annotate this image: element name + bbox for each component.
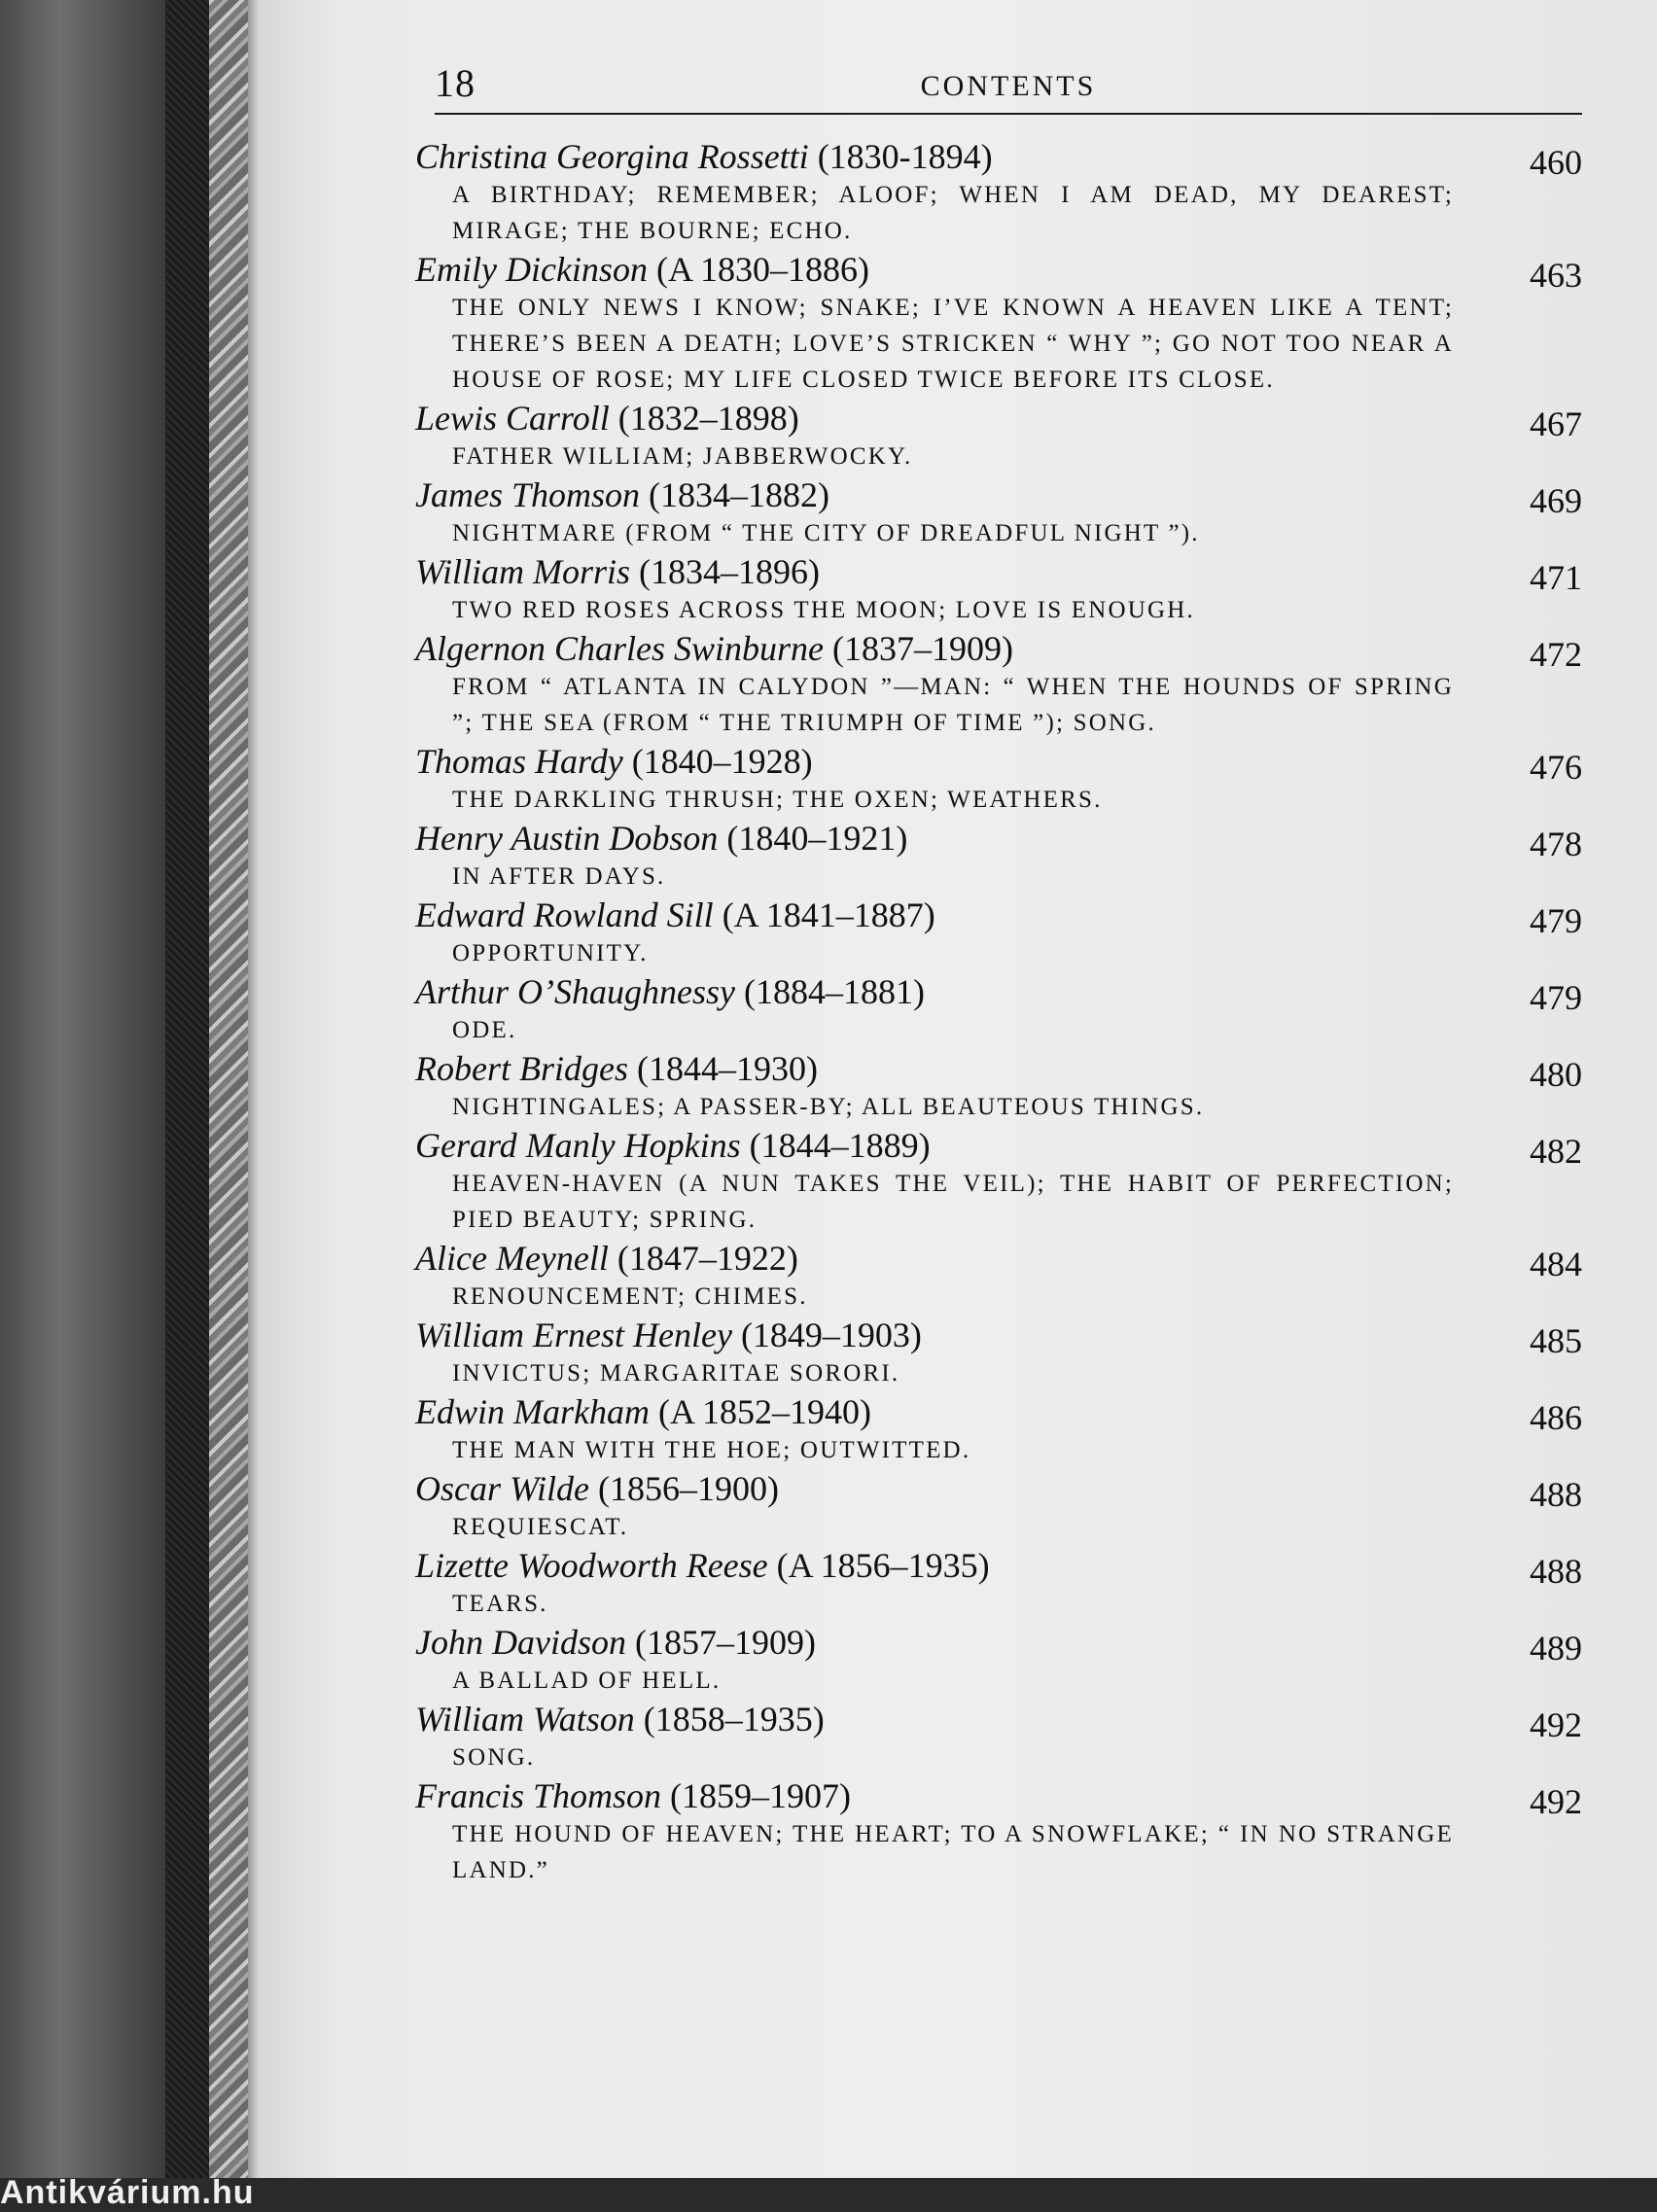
toc-entry (415, 474, 1582, 551)
author-name: William Watson (415, 1700, 635, 1738)
entry-page-number: 482 (1530, 1132, 1582, 1171)
poem-list: OPPORTUNITY. (452, 940, 649, 966)
poem-list: THE DARKLING THRUSH; THE OXEN; WEATHERS. (452, 787, 1103, 813)
author-name: Oscar Wilde (415, 1469, 589, 1508)
poem-list: RENOUNCEMENT; CHIMES. (452, 1283, 808, 1310)
toc-entry (415, 136, 1582, 249)
author-dates: (1832–1898) (617, 399, 799, 438)
author-line (415, 1048, 1446, 1089)
entry-page-number: 472 (1530, 635, 1582, 674)
author-line (415, 1125, 1446, 1166)
author-name: Lizette Woodworth Reese (415, 1546, 768, 1585)
entry-page-number: 485 (1530, 1321, 1582, 1360)
poem-list: INVICTUS; MARGARITAE SORORI. (452, 1360, 900, 1387)
toc-entry (415, 1545, 1582, 1622)
toc-entry (415, 1775, 1582, 1888)
author-line (415, 1315, 1446, 1355)
entry-page-number: 460 (1530, 143, 1582, 182)
poem-list: NIGHTINGALES; A PASSER-BY; ALL BEAUTEOUS THINGS. (452, 1094, 1205, 1120)
entry-page-number: 488 (1530, 1475, 1582, 1514)
author-dates: (1830-1894) (817, 137, 993, 176)
author-dates: (1844–1930) (636, 1049, 818, 1088)
poem-list: SONG. (452, 1744, 536, 1771)
page-number: 18 (435, 61, 476, 105)
poem-list: HEAVEN-HAVEN (A NUN TAKES THE VEIL); THE HABIT OF PERFECTION; PIED BEAUTY; SPRING. (452, 1171, 1454, 1233)
author-name: Christina Georgina Rossetti (415, 137, 809, 176)
table-of-contents (415, 136, 1582, 1888)
author-name: James Thomson (415, 475, 640, 514)
poem-list: IN AFTER DAYS. (452, 863, 666, 890)
toc-entry (415, 1699, 1582, 1775)
toc-entry (415, 1468, 1582, 1545)
poem-list: ODE. (452, 1017, 517, 1043)
author-dates: (1856–1900) (597, 1469, 779, 1508)
page-gutter (248, 0, 260, 2209)
toc-entry (415, 1315, 1582, 1391)
poem-list: THE HOUND OF HEAVEN; THE HEART; TO A SNOWFLAKE; “ IN NO STRANGE LAND.” (452, 1821, 1454, 1883)
poem-list: NIGHTMARE (FROM “ THE CITY OF DREADFUL NIGHT ”). (452, 520, 1200, 546)
author-line (415, 818, 1446, 859)
author-name: Gerard Manly Hopkins (415, 1126, 741, 1165)
entry-page-number: 478 (1530, 825, 1582, 863)
author-line (415, 1468, 1446, 1509)
author-name: William Ernest Henley (415, 1316, 732, 1354)
author-dates: (A 1830–1886) (655, 250, 869, 289)
author-line (415, 628, 1446, 669)
entry-page-number: 484 (1530, 1245, 1582, 1283)
entry-page-number: 492 (1530, 1782, 1582, 1821)
background-left (0, 0, 170, 2209)
toc-entry (415, 551, 1582, 628)
author-dates: (1884–1881) (743, 972, 925, 1011)
poem-list: A BIRTHDAY; REMEMBER; ALOOF; WHEN I AM DEAD, MY DEAREST; MIRAGE; THE BOURNE; ECHO. (452, 182, 1454, 244)
author-dates: (1847–1922) (617, 1239, 798, 1278)
author-line (415, 551, 1446, 592)
entry-page-number: 476 (1530, 748, 1582, 787)
entry-page-number: 486 (1530, 1398, 1582, 1437)
author-name: William Morris (415, 552, 631, 591)
book-page (260, 0, 1657, 2209)
poem-list: TEARS. (452, 1591, 548, 1617)
entry-page-number: 489 (1530, 1629, 1582, 1668)
author-name: Algernon Charles Swinburne (415, 629, 824, 668)
author-name: Henry Austin Dobson (415, 819, 719, 858)
toc-entry (415, 818, 1582, 895)
toc-entry (415, 895, 1582, 971)
author-line (415, 741, 1446, 782)
author-dates: (1837–1909) (832, 629, 1013, 668)
toc-entry (415, 1391, 1582, 1468)
author-dates: (A 1841–1887) (722, 895, 935, 934)
author-dates: (1840–1928) (631, 742, 813, 781)
author-line (415, 1699, 1446, 1739)
author-name: Arthur O’Shaughnessy (415, 972, 735, 1011)
author-line (415, 1391, 1446, 1432)
entry-page-number: 463 (1530, 256, 1582, 295)
poem-list: THE ONLY NEWS I KNOW; SNAKE; I’VE KNOWN A HEAVEN LIKE A TENT; THERE’S BEEN A DEATH; LOVE’S STRICKEN “ WHY ”; GO NOT TOO NEAR A HOUSE OF ROSE; MY LIFE CLOSED TWICE BEFORE ITS CLOSE. (452, 295, 1454, 393)
author-dates: (1840–1921) (726, 819, 908, 858)
author-line (415, 1622, 1446, 1663)
author-dates: (1857–1909) (634, 1623, 816, 1662)
entry-page-number: 479 (1530, 901, 1582, 940)
author-dates: (A 1856–1935) (776, 1546, 990, 1585)
poem-list: REQUIESCAT. (452, 1514, 629, 1540)
running-head: CONTENTS (920, 70, 1097, 102)
author-line (415, 398, 1446, 439)
author-dates: (1858–1935) (643, 1700, 825, 1738)
author-name: Alice Meynell (415, 1239, 609, 1278)
author-line (415, 895, 1446, 935)
patterned-endpaper (209, 0, 248, 2209)
toc-entry (415, 1238, 1582, 1315)
poem-list: FATHER WILLIAM; JABBERWOCKY. (452, 443, 913, 470)
poem-list: THE MAN WITH THE HOE; OUTWITTED. (452, 1437, 971, 1463)
author-name: Edward Rowland Sill (415, 895, 714, 934)
author-line (415, 474, 1446, 515)
author-dates: (1834–1896) (639, 552, 821, 591)
toc-entry (415, 741, 1582, 818)
entry-page-number: 488 (1530, 1552, 1582, 1591)
author-dates: (1844–1889) (749, 1126, 931, 1165)
poem-list: FROM “ ATLANTA IN CALYDON ”—MAN: “ WHEN THE HOUNDS OF SPRING ”; THE SEA (FROM “ THE TRIUMPH OF TIME ”); SONG. (452, 674, 1454, 736)
entry-page-number: 469 (1530, 481, 1582, 520)
toc-entry (415, 971, 1582, 1048)
author-dates: (1859–1907) (670, 1776, 852, 1815)
author-line (415, 1775, 1446, 1816)
toc-entry (415, 1622, 1582, 1699)
toc-entry (415, 249, 1582, 398)
author-name: Lewis Carroll (415, 399, 610, 438)
author-dates: (1834–1882) (649, 475, 829, 514)
author-line (415, 136, 1446, 177)
author-line (415, 971, 1446, 1012)
author-dates: (1849–1903) (740, 1316, 922, 1354)
toc-entry (415, 1048, 1582, 1125)
author-dates: (A 1852–1940) (657, 1392, 871, 1431)
author-name: Francis Thomson (415, 1776, 662, 1815)
book-spine (165, 0, 209, 2209)
page-header (435, 60, 1582, 115)
author-line (415, 249, 1446, 290)
author-name: John Davidson (415, 1623, 626, 1662)
author-name: Emily Dickinson (415, 250, 648, 289)
toc-entry (415, 1125, 1582, 1238)
toc-entry (415, 398, 1582, 474)
poem-list: TWO RED ROSES ACROSS THE MOON; LOVE IS ENOUGH. (452, 597, 1195, 623)
entry-page-number: 467 (1530, 404, 1582, 443)
entry-page-number: 480 (1530, 1055, 1582, 1094)
entry-page-number: 492 (1530, 1705, 1582, 1744)
author-name: Thomas Hardy (415, 742, 623, 781)
author-name: Edwin Markham (415, 1392, 650, 1431)
author-line (415, 1238, 1446, 1279)
toc-entry (415, 628, 1582, 741)
author-line (415, 1545, 1446, 1586)
entry-page-number: 471 (1530, 558, 1582, 597)
poem-list: A BALLAD OF HELL. (452, 1668, 722, 1694)
watermark: Antikvárium.hu (0, 2174, 255, 2211)
entry-page-number: 479 (1530, 978, 1582, 1017)
author-name: Robert Bridges (415, 1049, 628, 1088)
